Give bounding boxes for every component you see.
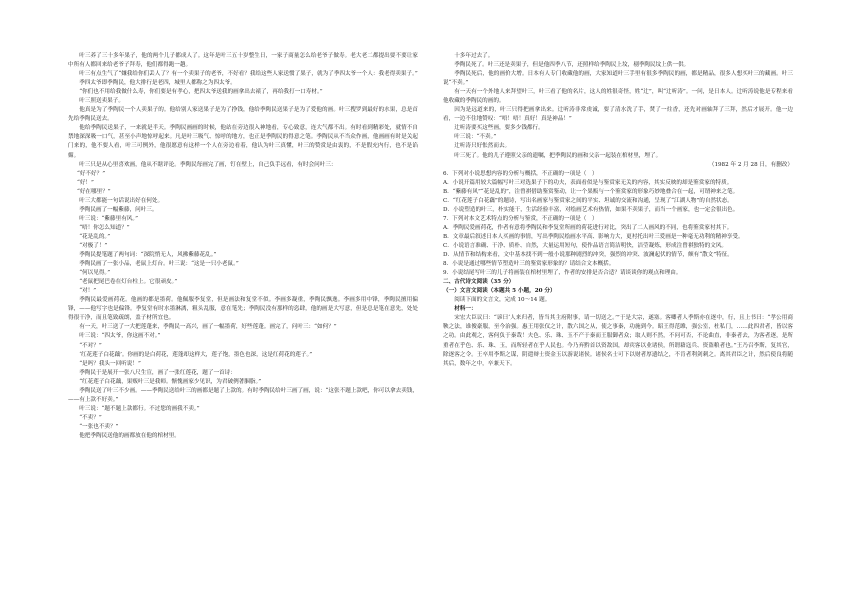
text-paragraph: “你们也不用给我做什么寿，你们要是有孝心，把四太爷送我的画拿出去裱了，再给我打一口寿材。” [79,89,323,96]
text-paragraph: 叶三说：“不卖。” [454,134,497,141]
text-paragraph: 季陶民最爱画荷花。他画的都是墨荷。他佩服李复堂，但是画法和复堂不似。李画多凝重，季陶民飘逸。李画多用中锋，季陶民擅用偏锋，——他写字也是偏锋。季复堂有时水墨淋漓，粗头乱服，意在笔先；季陶民没有那样的恣肆，他的画是大写意，但是总是笔在意先，处处得很干净，而且笔致疏朗，盖子材所宜也。 [68,297,418,322]
text-paragraph: 7．下列对本文艺术特点的分析与鉴赏，不正确的一项是（ ） [443,215,598,222]
text-paragraph: 叶三说：“四太爷，你这画不对。” [79,333,161,340]
text-paragraph: 季陶民死了。叶三还是卖果子，但是他四季八节，还照样给季陶民上坟，剔季陶民坟上供一供。 [454,62,690,69]
left-column [68,52,418,441]
text-paragraph: 因为是远道来的，叶三只得把画拿出来。辻听涛非常虔诚，要了清水洗了手，焚了一炷香，还先对画轴拜了三拜，然后才展开。他一边看，一边不住地赞叹：“唔！唔！真好！真是神品！” [443,107,793,123]
text-paragraph: “红花莲子白花藕，果贩叶三是我师。惭愧画家少见识，为君破例著胭脂。” [79,378,262,385]
text-paragraph: “何以见得。” [79,270,111,277]
text-paragraph: 宋宏大臣议曰：“谚曰‘人来归者，皆当其主府附事，请一切送之。’”于是大宗，遂塞。客卿者人季斯亦在逐中，行，且上书曰：“孝公用商鞅之法，谁俊豪服，至今治强。惠王用张仪之计，散六国之从，使之事秦，功施到今。昭王得范雎，强公室，杜私门，……此四君者，皆以客之功。由此观之，客何负于秦哉！夫色、乐、珠、玉不产于秦而王服御者众；取人则不然，不问可否，不论曲直，非秦者去，为客者逐，是所重者在乎色、乐、珠、玉，而所轻者在乎人民也。今乃弃黔首以资敌国，却宾客以业诸侯，所谓藉寇兵、资盗粮者也。”王乃召李斯，复其官，除逐客之令。王卒用李斯之谋，阴遣辩士资金玉以游说诸侯。诸侯名士可下以财者厚遗结之，不肯者利剑刺之。离其君臣之计，然后使良将随其后，数年之中，卒兼天下。 [443,315,793,367]
text-paragraph: 季陶民于是展开一张八尺生宣，画了一张红莲花，题了一首诗： [79,369,236,376]
text-paragraph: “对！” [79,288,97,295]
text-paragraph: “一张也不卖？” [79,423,119,430]
text-paragraph: 有一天有一个外地人来拜望叶三，叶三看了他的名片，这人的姓很奇怪，姓“辻”，叫“辻听涛”。一问，是日本人。辻听涛说他是专程来看他收藏的季陶民的画的。 [443,89,793,105]
text-paragraph: C．“红花莲子白花藕”的题诗，写出名画家与鉴赏家之间的平实、坦诚的交流和沟通，呈现了“江湖人物”的自然状态。 [443,197,733,204]
section-heading: （一）文言文阅读（本题共 5 小题，20 分） [443,288,556,295]
text-paragraph: D．小说塑造的叶三，朴实能干，生活经验丰富，对绘画艺术有热情，如果不卖果子，而当一个画家，也一定会很出色。 [443,206,739,213]
right-column [443,52,793,369]
text-paragraph: 他给季陶民送果子，一来就是半天。季陶民画画的时候，他站在旁边很入神地看，专心致意，连大气都不出。有时看到精彩处，就情不自禁地深深吸一口气，甚至小声地惊呼起来。凡是叶三吸气、惊呼的地方，也正是季陶民的得意之笔。季陶民从不当众作画，他画画有时是关起门来的，他不要人看，叶三可例外，他很愿意有这样一个人在旁边看着，他认为叶三真懂，叶三的赞赏是由衷的，不是假充内行，也不是谄媚。 [68,125,418,159]
text-paragraph: 季陶民提笔题了两句词：“深院悄无人，风拂紫藤花乱。” [79,252,217,259]
text-paragraph: “不对？” [79,342,102,349]
text-paragraph: A．季陶民爱画荷花，作者有意将季陶民和李复堂所画的荷花进行对比，突出了二人画风的不同，也将鉴赏家衬其下。 [443,224,733,231]
text-paragraph: 9．小说结尾写叶三的儿子将画装在棺材里埋了，作者的安排是否合适？请谈谈你的观点和理由。 [443,270,682,277]
text-paragraph: “好！” [76,179,94,186]
text-paragraph: “唔！你怎么知道？” [79,224,130,231]
text-paragraph: B．“紫藤有风”“花是乱的”，注曾祺借助鉴赏鉴动，让一个果贩与一个鉴赏家的形象巧妙地叠合在一起，可谓神来之笔。 [443,188,739,195]
text-paragraph: 叶三说：“题不题上款都行。不过您的画我不卖。” [79,405,200,412]
text-paragraph: “花是乱的。” [79,233,111,240]
text-paragraph: ‘红花莲子白花藕’。你画的是白荷花，莲蓬却这样大，莲子饱，墨色也深，这是红荷花的莲子。” [79,351,313,358]
text-paragraph: 材料一： [454,306,477,313]
text-paragraph: “对极了！” [79,242,108,249]
text-paragraph: 辻听涛要买这些画，要多少钱都行。 [454,125,544,132]
text-paragraph: 叶三养了三十多年果子，他的两个儿子都成人了。这年是叶三五十岁整生日，一家子商量怎么给老爷子做寿。老大老二都提出要不要让家中所有人都回来给老爷子拜寿，他们都得跑一趟。 [68,53,418,69]
text-paragraph: 季陶民送了叶三不少画。——季陶民送给叶三的画都是题了上款的。有时季陶民给叶三画了画，说：“这张不题上款吧，你可以拿去卖钱，——有上款不好卖。” [68,387,418,403]
text-paragraph: “好不好？” [76,170,106,177]
text-paragraph: 季陶民画了一张小品，老鼠上灯台。叶三说：“这是一只小老鼠。” [79,261,239,268]
text-paragraph: 叶三大都能一句话说出好在何处。 [79,197,164,204]
text-paragraph: 十多年过去了。 [454,53,494,59]
text-paragraph: 阅读下面的文言文，完成 10～14 题。 [454,297,551,304]
text-paragraph: 他把季陶民送他的画都放在他的棺材里。 [79,432,180,439]
text-paragraph: 叶三照送卖果子。 [79,98,124,105]
text-paragraph: 辻听涛只好怅然而去。 [454,143,511,150]
text-paragraph: “老鼠把尾巴卷在灯台柱上。它很顽皮。” [79,279,178,286]
text-paragraph: “不卖？” [79,414,102,421]
text-paragraph: 季陶民死后，他的画价大增。日本有人专门收藏他的画，大家知道叶三手里有很多季陶民的画，都是精品，很多人想买叶三的藏画。叶三说“不卖。” [443,71,793,87]
text-paragraph: B．文章最后叙述日本人买画的事情，写出季陶民绘画水平高、影响力大，更衬托出叶三爱画是一种毫无功利的精神享受。 [443,233,744,240]
text-paragraph: C．小说语言准确、干净、质朴、自然，大量运用短句，使作品语言简洁明快，洁莹凝炼，形成注曾祺独特的文风。 [443,242,727,249]
text-paragraph: A．小说开篇用较大篇幅写叶三对选果子下的功夫，表面看似是与鉴赏家无关的内容，其实反映的却是鉴赏家的特质。 [443,179,733,186]
text-paragraph: 叶三死了。他的儿子遵照父亲的遗嘱，把季陶民的画和父亲一起装在棺材里，埋了。 [454,152,662,159]
text-paragraph: 叶三有点生气了“嫌我给你们丢人了？有一个卖果子的老爷，不好看？我给这些人家送惯了果子，就为了季四太爷一个人：我老得卖果子。” [79,71,418,78]
text-paragraph: D．从情节和结构来看，文中基本找不到一般小说那种剧烈的冲突，强烈的冲突、波澜起伏的情节，颇有“散文”特征。 [443,252,733,259]
text-paragraph: “好在哪里？” [76,188,111,195]
section-heading: 二、古代诗文阅读（35 分） [443,279,515,286]
text-paragraph: 叶三只是从心里喜欢画，他从不瞎评论。季陶民每画完了画，钉在壁上，自己负手远看，有时会问叶三： [79,161,337,168]
text-paragraph: 季陶民画了一幅紫藤，问叶三。 [79,206,158,213]
text-paragraph: 6．下列对小说思想内容的分析与概括，不正确的一项是（ ） [443,170,598,177]
text-paragraph: 叶三说：“紫藤里有风。” [79,215,139,222]
text-paragraph: 有一天，叶三送了一大把莲蓬来，季陶民一高兴，画了一幅墨荷，好些莲蓬。画完了，问叶三：“如何？” [79,324,337,331]
date-note: （1982 年 2 月 28 日，有删改） [708,161,793,168]
text-paragraph: 季四太爷即季陶民，他大排行是老四，城里人都称之为四太爷。 [79,80,236,87]
text-paragraph: “是吗？我头一回听说！” [79,360,141,367]
text-paragraph: 8．小说是通过哪些情节塑造叶三的鉴赏家形象的？请结合文本概括。 [443,261,615,268]
text-paragraph: 他真是为了季陶民一个人卖果子的。他给别人家送果子是为了挣钱，他给季陶民送果子是为了爱他的画。叶三搜罗到最好的水果，总是首先给季陶民送去。 [68,107,418,123]
